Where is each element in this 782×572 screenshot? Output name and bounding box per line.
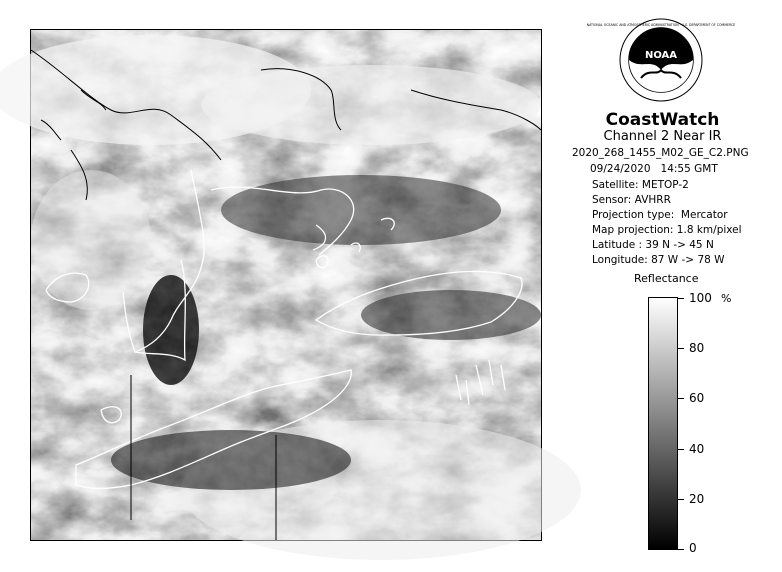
longitude-range: Longitude: 87 W -> 78 W — [592, 254, 725, 266]
colorbar-tick — [678, 298, 684, 299]
colorbar-unit: % — [721, 292, 732, 305]
colorbar-label-100: 100 — [689, 291, 712, 305]
colorbar-tick — [678, 449, 684, 450]
image-filename: 2020_268_1455_M02_GE_C2.PNG — [572, 147, 749, 159]
map-projection: Map projection: 1.8 km/pixel — [592, 224, 742, 236]
satellite-image-map — [30, 29, 542, 541]
colorbar-tick — [678, 398, 684, 399]
colorbar-label-60: 60 — [689, 391, 705, 405]
svg-text:NOAA: NOAA — [644, 50, 678, 61]
colorbar-label-80: 80 — [689, 341, 705, 355]
cloud-fine-texture — [31, 30, 541, 540]
noaa-logo-icon — [586, 18, 736, 102]
sensor-info: Sensor: AVHRR — [592, 194, 671, 206]
projection-type: Projection type: Mercator — [592, 209, 728, 221]
logo-ring-text: NATIONAL OCEANIC AND ATMOSPHERIC ADMINISTRATION · U.S. DEPARTMENT OF COMMERCE — [586, 23, 736, 27]
latitude-range: Latitude : 39 N -> 45 N — [592, 239, 714, 251]
colorbar-label-20: 20 — [689, 492, 705, 506]
colorbar-tick — [678, 549, 684, 550]
image-datetime: 09/24/2020 14:55 GMT — [590, 163, 718, 175]
satellite-info: Satellite: METOP-2 — [592, 179, 689, 191]
satellite-image-svg — [31, 30, 541, 540]
colorbar-title: Reflectance — [634, 272, 699, 285]
colorbar-tick — [678, 348, 684, 349]
colorbar-label-40: 40 — [689, 442, 705, 456]
reflectance-colorbar — [648, 297, 678, 550]
colorbar-label-0: 0 — [689, 541, 697, 555]
app-title: CoastWatch — [605, 110, 720, 130]
channel-subtitle: Channel 2 Near IR — [603, 129, 722, 144]
noaa-logo — [586, 18, 736, 102]
colorbar-tick — [678, 499, 684, 500]
